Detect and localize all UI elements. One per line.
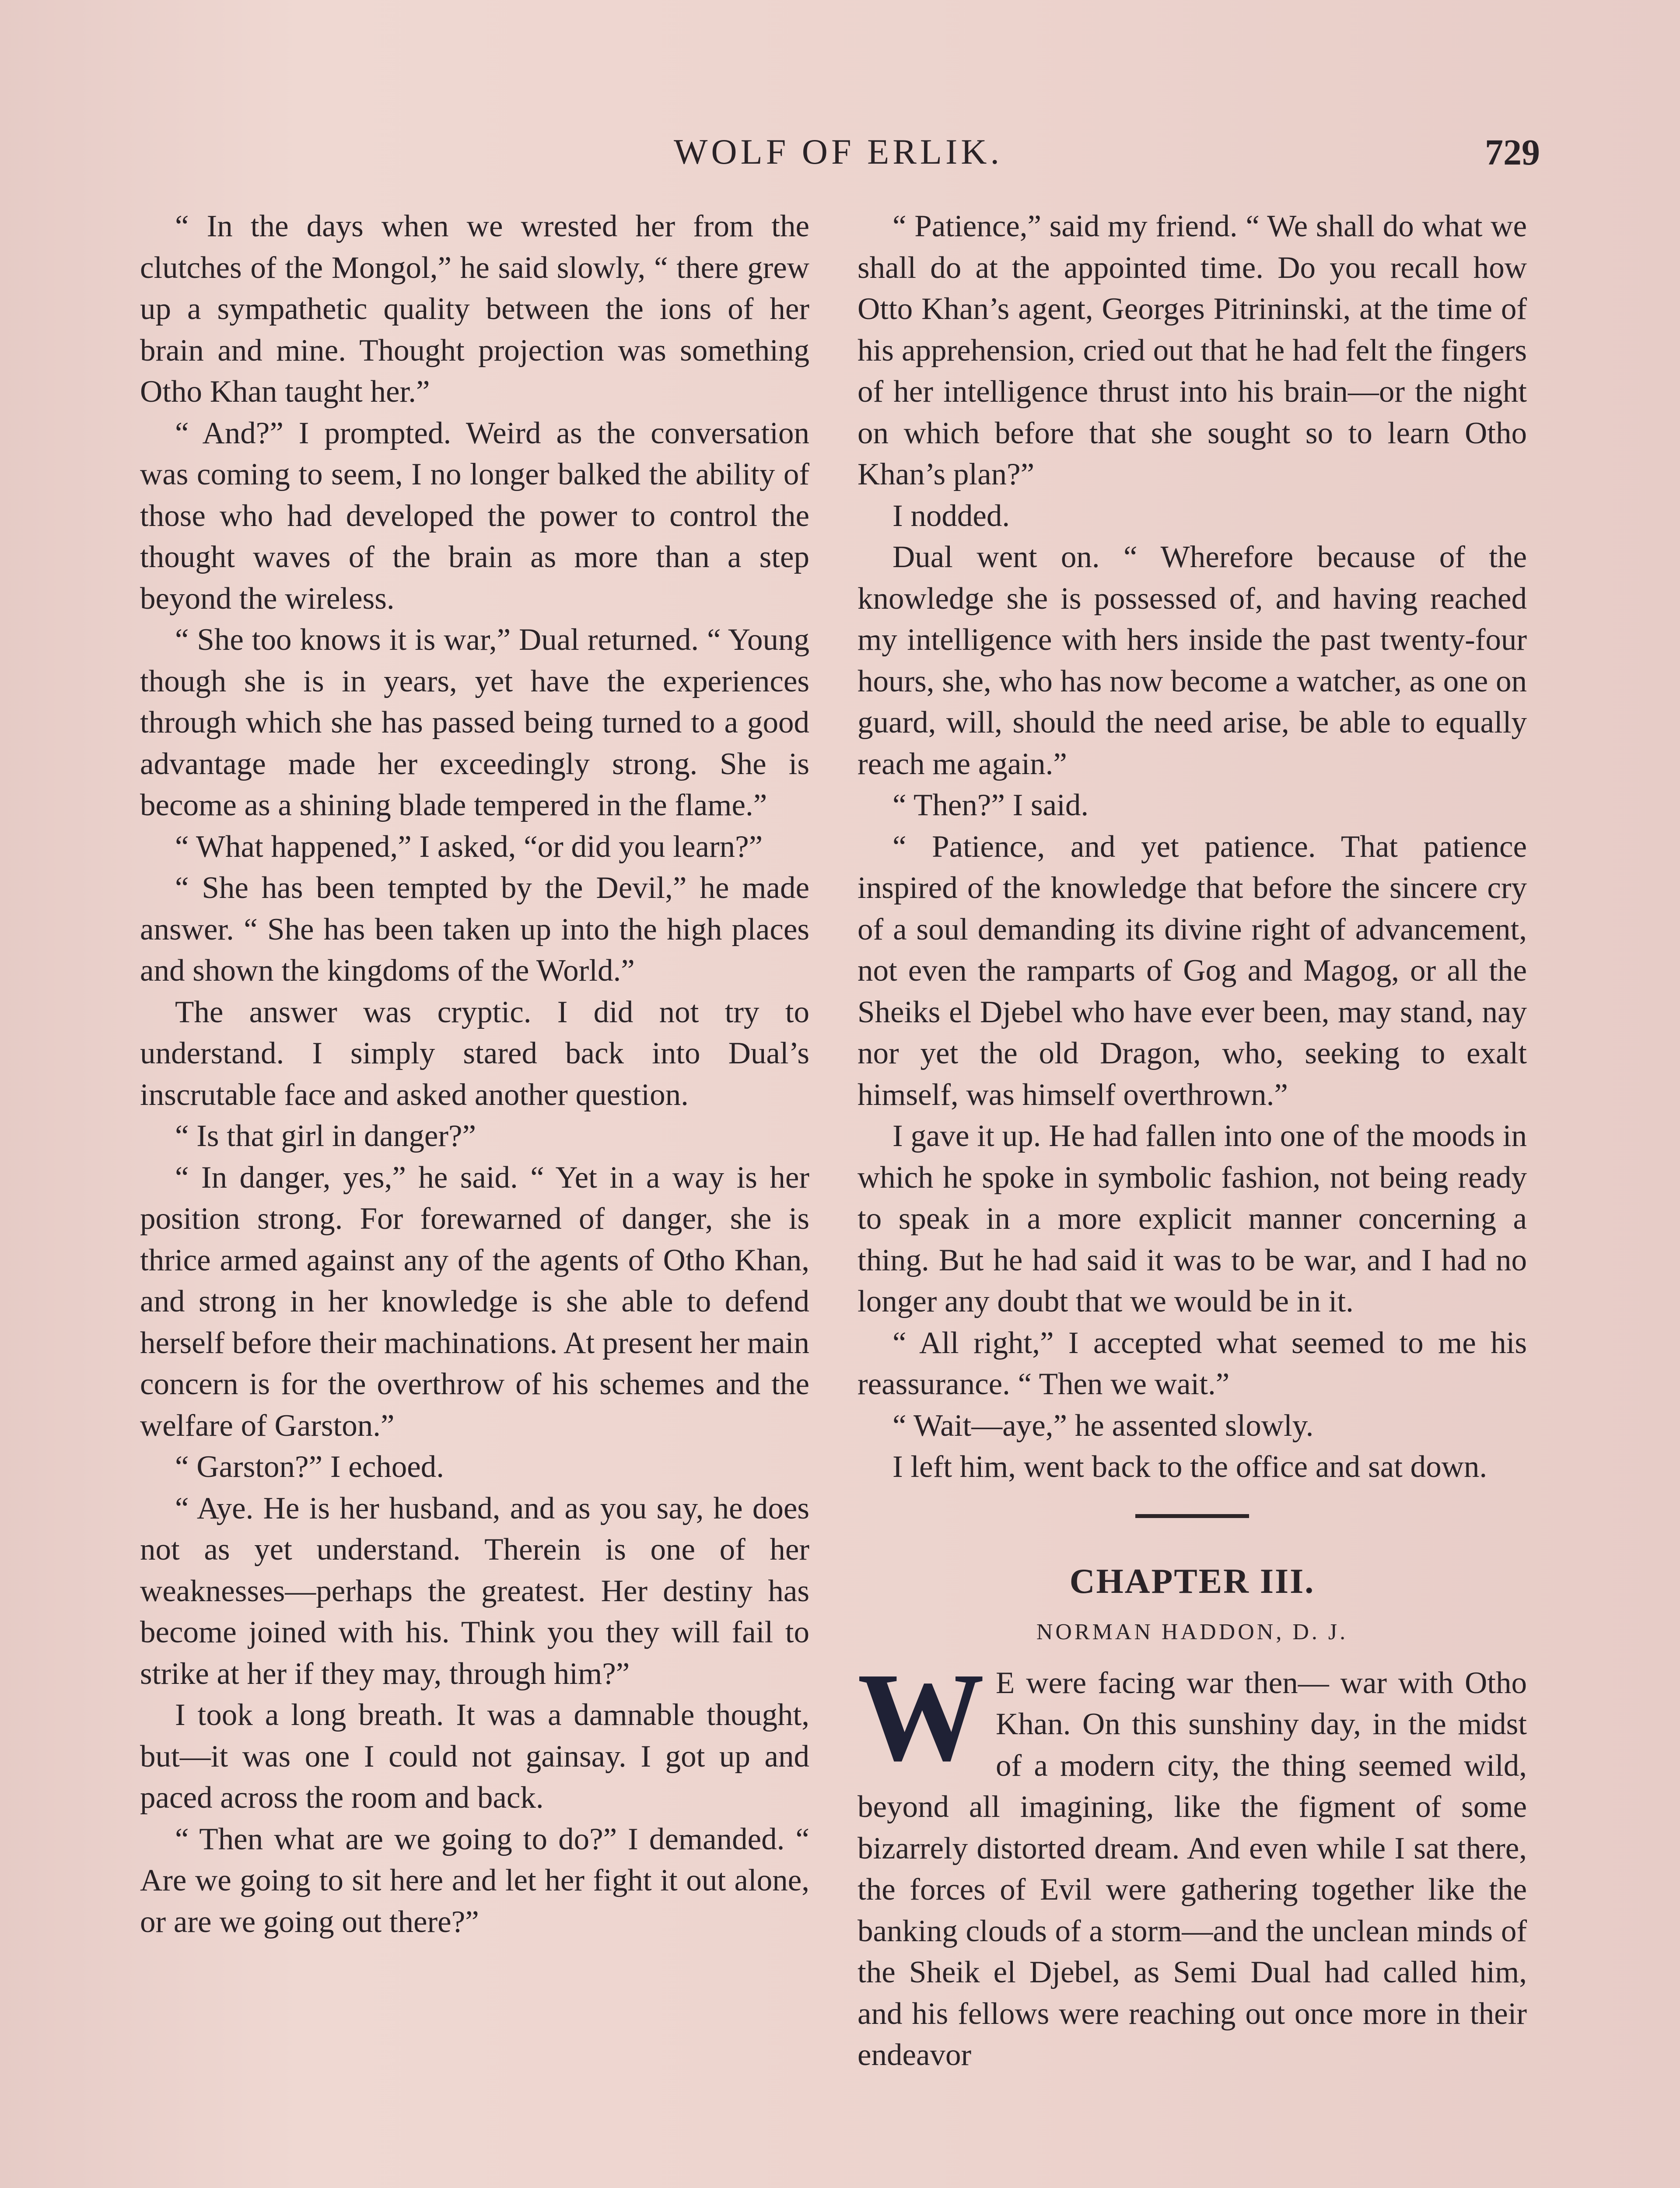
paragraph: “ Is that girl in danger?”: [175, 1119, 476, 1153]
paragraph: “ What happened,” I asked, “or did you learn?”: [175, 829, 763, 864]
paragraph: “ She too knows it is war,” Dual returned. “ Young though she is in years, yet have the experiences through which she has passed being turned to a good advantage made her exceedingly strong. She is become as a shining blade tempered in the flame.”: [140, 623, 809, 822]
chapter-title: CHAPTER III.: [1069, 1562, 1315, 1601]
paragraph: Dual went on. “ Wherefore because of the knowledge she is possessed of, and having reached my intelligence with hers inside the past twenty-four hours, she, who has now become a watcher, as one on guard, will, should the need arise, be able to equally reach me again.”: [858, 540, 1527, 781]
paragraph: I left him, went back to the office and sat down.: [892, 1450, 1488, 1484]
right-column: [858, 206, 1527, 2076]
paragraph: The answer was cryptic. I did not try to understand. I simply stared back into Dual’s inscrutable face and asked another question.: [140, 995, 809, 1112]
chapter-opening-text: E were facing war then— war with Otho Khan. On this sunshiny day, in the midst of a modern city, the thing seemed wild, beyond all imagining, like the figment of some bizarrely distorted dream. And even while I sat there, the forces of Evil were gathering together like the banking clouds of a storm—and the unclean minds of the Sheik el Djebel, as Semi Dual had called him, and his fellows were reaching out once more in their endeavor: [858, 1666, 1527, 2072]
chapter-opening-paragraph: [858, 1646, 1527, 2076]
paragraph: “ She has been tempted by the Devil,” he made answer. “ She has been taken up into the high places and shown the kingdoms of the World.”: [140, 871, 809, 988]
chapter-author: NORMAN HADDON, D. J.: [1036, 1619, 1348, 1645]
paragraph: “ Patience,” said my friend. “ We shall do what we shall do at the appointed time. Do you recall how Otto Khan’s agent, Georges Pitrininski, at the time of his apprehension, cried out that he had felt the fingers of her intelligence thrust into his brain—or the night on which before that she sought so to learn Otho Khan’s plan?”: [858, 209, 1527, 491]
paragraph: “ Garston?” I echoed.: [175, 1450, 444, 1484]
paragraph: “ Then?” I said.: [892, 788, 1089, 822]
paragraph: “ In the days when we wrested her from the clutches of the Mongol,” he said slowly, “ there grew up a sympathetic quality between the ions of her brain and mine. Thought projection was something Otho Khan taught her.”: [140, 209, 809, 409]
left-column: [140, 206, 809, 1943]
paragraph: “ And?” I prompted. Weird as the conversation was coming to seem, I no longer balked the ability of those who had developed the power to control the thought waves of the brain as more than a step beyond the wireless.: [140, 416, 809, 616]
drop-cap: W: [858, 1646, 984, 1787]
paragraph: “ Aye. He is her husband, and as you say, he does not as yet understand. Therein is one of her weaknesses—perhaps the greatest. Her destiny has become joined with his. Think you they will fail to strike at her if they may, through him?”: [140, 1491, 809, 1691]
paragraph: I took a long breath. It was a damnable thought, but—it was one I could not gainsay. I got up and paced across the room and back.: [140, 1698, 809, 1815]
paragraph: “ Wait—aye,” he assented slowly.: [892, 1408, 1314, 1443]
paragraph: “ Then what are we going to do?” I demanded. “ Are we going to sit here and let her fight it out alone, or are we going out there?”: [140, 1822, 809, 1939]
page-number: 729: [1485, 132, 1540, 173]
paragraph: I nodded.: [892, 498, 1010, 533]
section-divider: [1135, 1514, 1249, 1518]
page-header: [140, 131, 1540, 179]
running-title: WOLF OF ERLIK.: [674, 132, 1003, 172]
paragraph: I gave it up. He had fallen into one of the moods in which he spoke in symbolic fashion, not being ready to speak in a more explicit manner concerning a thing. But he had said it was to be war, and I had no longer any doubt that we would be in it.: [858, 1119, 1527, 1318]
paragraph: “ Patience, and yet patience. That patience inspired of the knowledge that before the sincere cry of a soul demanding its divine right of advancement, not even the ramparts of Gog and Magog, or all the Sheiks el Djebel who have ever been, may stand, nay nor yet the old Dragon, who, seeking to exalt himself, was himself overthrown.”: [858, 829, 1527, 1112]
paragraph: “ In danger, yes,” he said. “ Yet in a way is her position strong. For forewarned of danger, she is thrice armed against any of the agents of Otho Khan, and strong in her knowledge is she able to defend herself before their machinations. At present her main concern is for the overthrow of his schemes and the welfare of Garston.”: [140, 1160, 809, 1443]
paragraph: “ All right,” I accepted what seemed to me his reassurance. “ Then we wait.”: [858, 1325, 1527, 1401]
